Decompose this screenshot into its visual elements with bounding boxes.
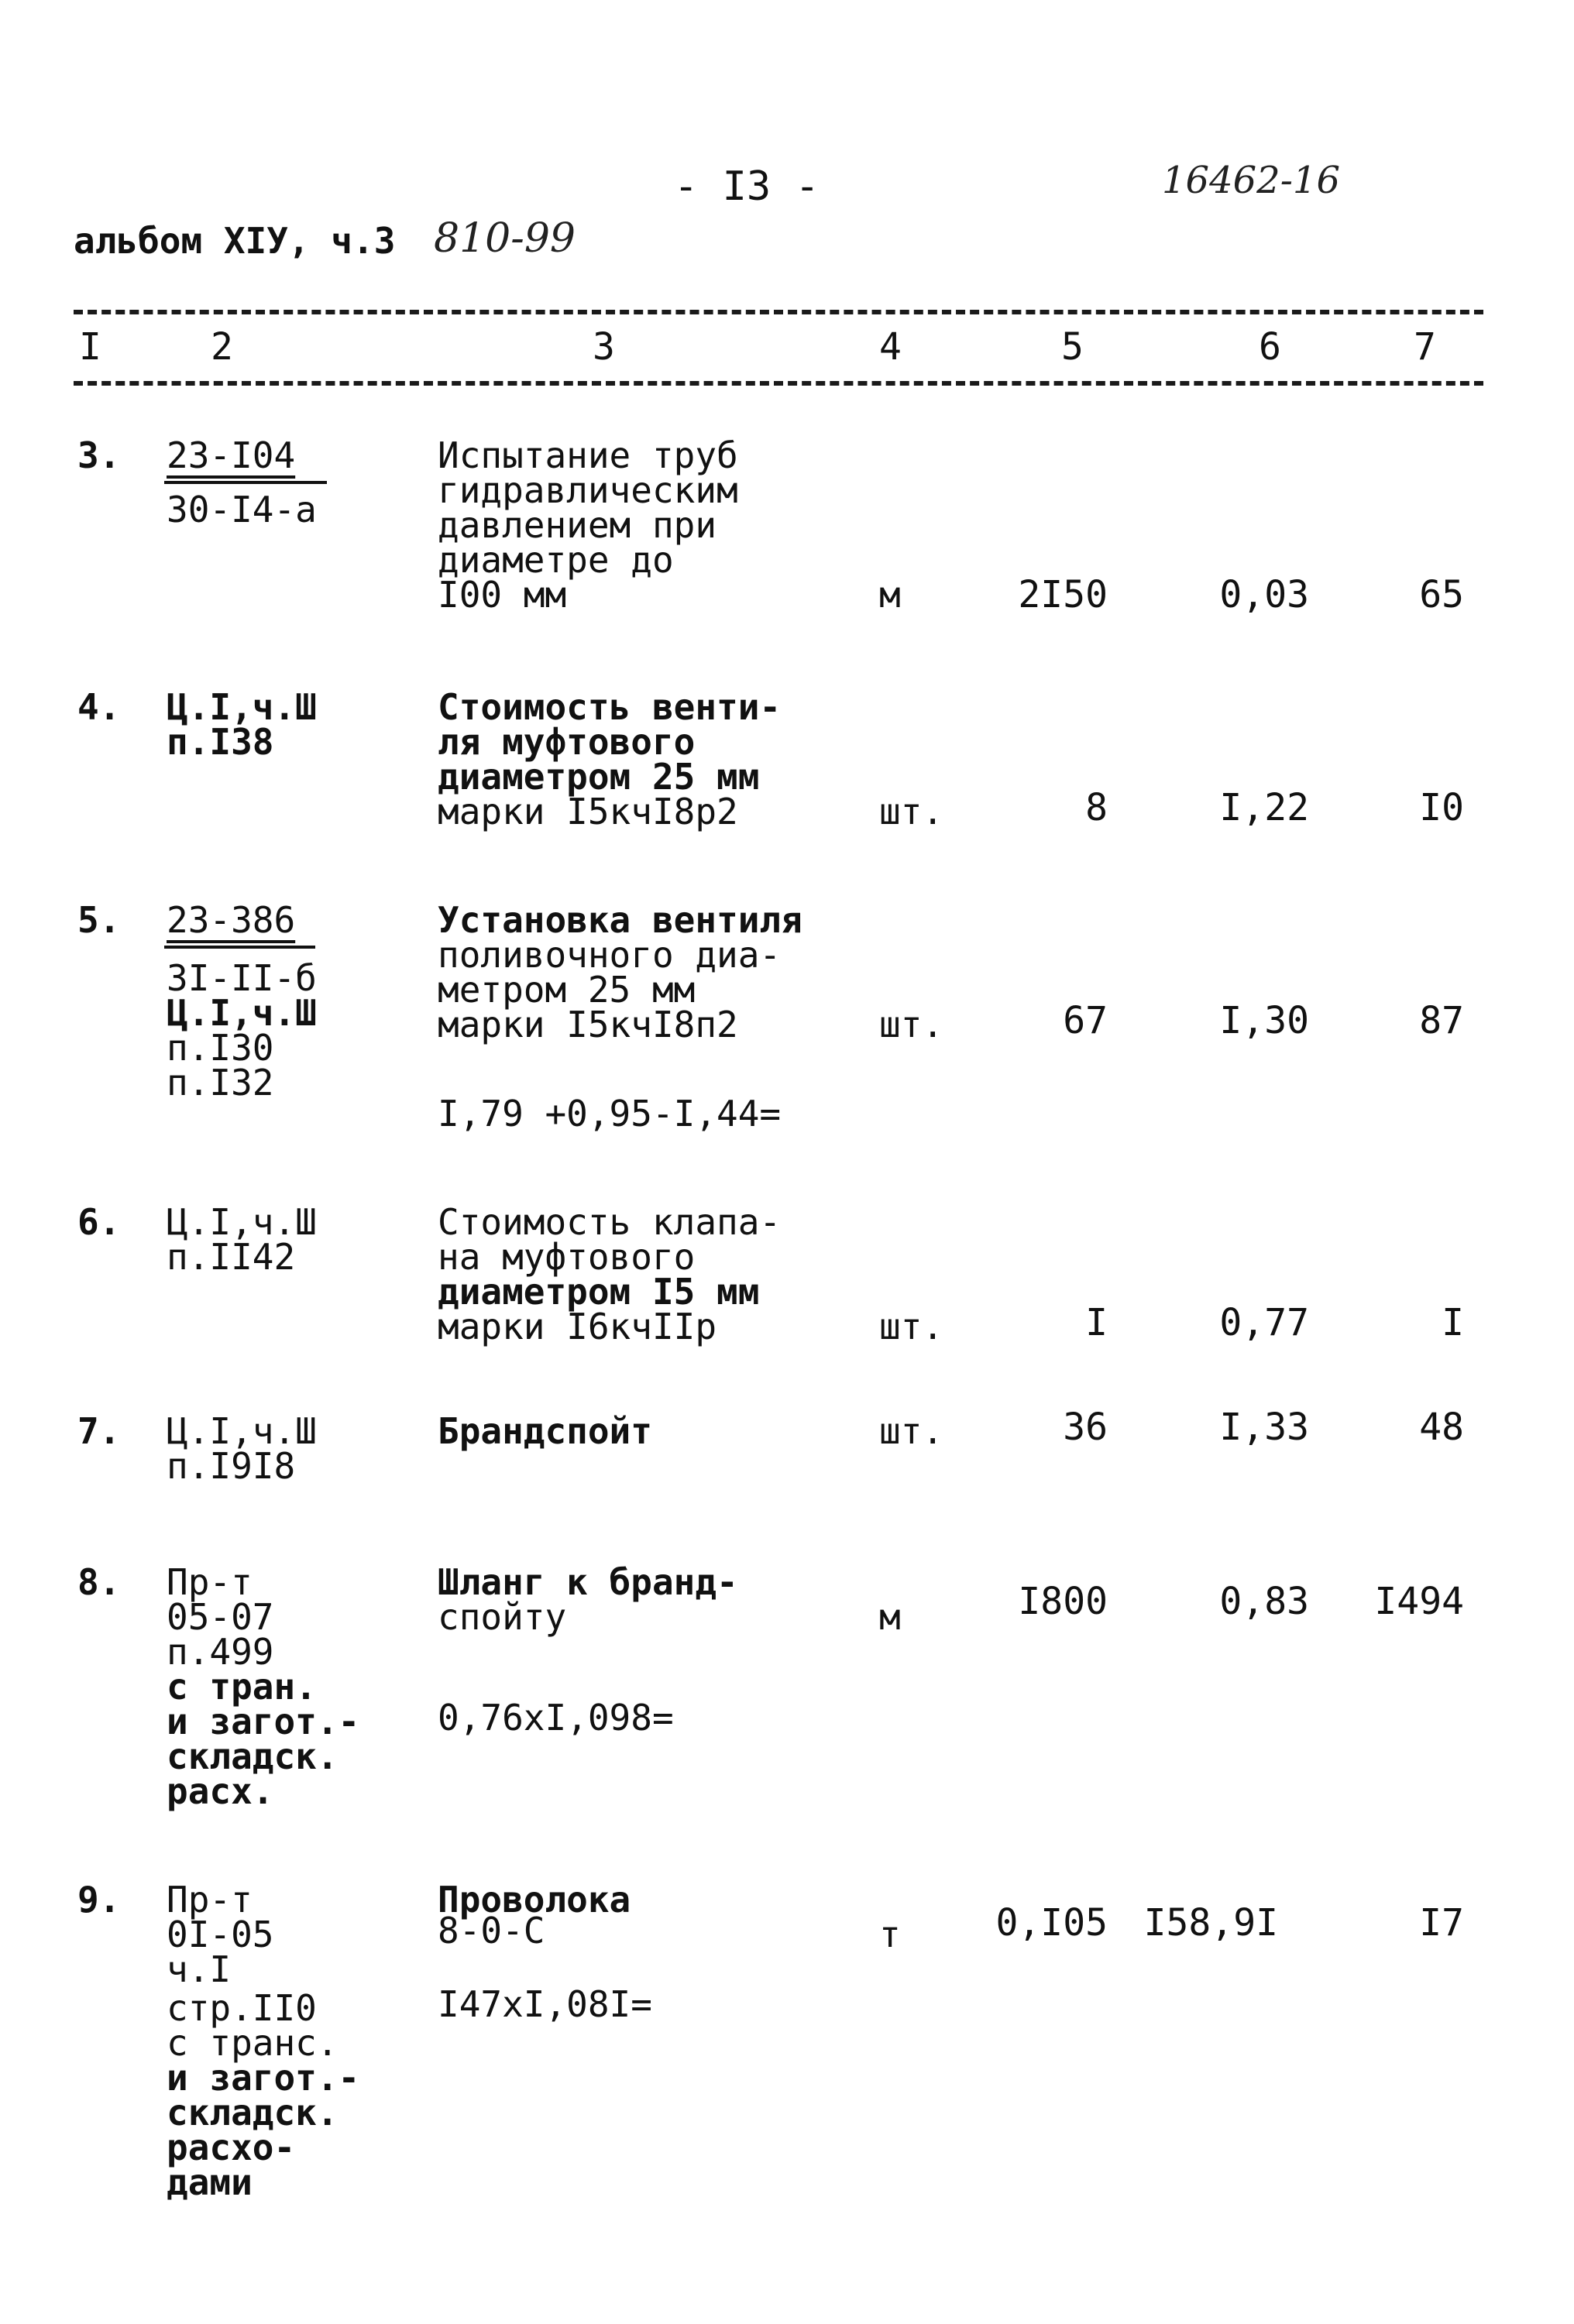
row-description-line: метром 25 мм bbox=[438, 969, 696, 1011]
row-code-line: 23-I04 bbox=[167, 434, 296, 476]
row-quantity: I bbox=[1085, 1301, 1108, 1344]
column-header-3: 3 bbox=[593, 325, 615, 369]
row-code-line: 3I-II-б bbox=[167, 957, 317, 999]
row-code-line: расхо- bbox=[167, 2127, 296, 2168]
row-unit: шт. bbox=[879, 1410, 944, 1452]
row-code-line: и загот.- bbox=[167, 2057, 360, 2099]
row-description-line: диаметром I5 мм bbox=[438, 1271, 760, 1313]
row-quantity: 0,I05 bbox=[995, 1901, 1108, 1945]
row-code-line: Ц.I,ч.Ш bbox=[167, 992, 317, 1034]
row-description-line: Стоимость клапа- bbox=[438, 1201, 782, 1243]
row-number: 3. bbox=[77, 434, 121, 476]
row-description-line: спойту bbox=[438, 1596, 567, 1638]
row-description-line: на муфтового bbox=[438, 1236, 696, 1278]
row-code-line: с транс. bbox=[167, 2022, 339, 2064]
row-formula: I,79 +0,95-I,44= bbox=[438, 1093, 782, 1135]
column-header-6: 6 bbox=[1259, 325, 1281, 369]
row-number: 5. bbox=[77, 899, 121, 941]
row-number: 7. bbox=[77, 1410, 121, 1452]
row-code-line: Пр-т bbox=[167, 1561, 253, 1603]
row-description-line: поливочного диа- bbox=[438, 934, 782, 976]
row-unit: шт. bbox=[879, 791, 944, 832]
row-quantity: 36 bbox=[1063, 1406, 1108, 1449]
row-code-line: 30-I4-а bbox=[167, 489, 317, 530]
row-description-line: Испытание труб bbox=[438, 434, 738, 476]
column-header-7: 7 bbox=[1414, 325, 1436, 369]
row-formula: 0,76хI,098= bbox=[438, 1697, 674, 1739]
row-code-line: расх. bbox=[167, 1770, 274, 1812]
table-header-rule bbox=[74, 381, 1483, 386]
row-unit: м bbox=[879, 1596, 901, 1638]
row-number: 4. bbox=[77, 686, 121, 728]
row-description-line: ля муфтового bbox=[438, 721, 696, 763]
row-quantity: 2I50 bbox=[1018, 573, 1108, 616]
fraction-line bbox=[164, 946, 315, 949]
row-number: 6. bbox=[77, 1201, 121, 1243]
row-code-line: Пр-т bbox=[167, 1879, 253, 1921]
row-price: 0,77 bbox=[1219, 1301, 1309, 1344]
column-header-2: 2 bbox=[211, 325, 233, 369]
column-header-1: I bbox=[79, 325, 101, 369]
row-code-line: 0I-05 bbox=[167, 1914, 274, 1955]
row-description-line: Стоимость венти- bbox=[438, 686, 782, 728]
row-price: 0,03 bbox=[1219, 573, 1309, 616]
row-description-line: Брандспойт bbox=[438, 1410, 652, 1452]
row-total: 48 bbox=[1419, 1406, 1464, 1449]
row-code-line: п.499 bbox=[167, 1631, 274, 1673]
row-total: I7 bbox=[1419, 1901, 1464, 1945]
row-code-line: Ц.I,ч.Ш bbox=[167, 1410, 317, 1452]
row-code-line: дами bbox=[167, 2161, 253, 2203]
album-handwritten-number: 810-99 bbox=[434, 215, 576, 262]
row-total: I bbox=[1442, 1301, 1464, 1344]
row-price: I,22 bbox=[1219, 786, 1309, 829]
row-unit: шт. bbox=[879, 1306, 944, 1347]
table-top-rule bbox=[74, 310, 1483, 314]
row-code-line: Ц.I,ч.Ш bbox=[167, 1201, 317, 1243]
row-description-line: марки I5кчI8р2 bbox=[438, 791, 738, 832]
fraction-line bbox=[164, 481, 327, 484]
row-description-line: давлением при bbox=[438, 504, 717, 546]
row-code-line: п.II42 bbox=[167, 1236, 296, 1278]
row-description-line: Установка вентиля bbox=[438, 899, 802, 941]
row-total: I494 bbox=[1374, 1580, 1464, 1623]
row-price: I,30 bbox=[1219, 999, 1309, 1042]
row-description-line: Проволока bbox=[438, 1879, 631, 1921]
row-description-line: диаметром 25 мм bbox=[438, 756, 760, 798]
row-code-line: складск. bbox=[167, 1735, 339, 1777]
album-label: альбом XIУ, ч.3 bbox=[74, 220, 396, 262]
row-number: 9. bbox=[77, 1879, 121, 1921]
row-price: I58,9I bbox=[1143, 1901, 1278, 1945]
row-description-line: диаметре до bbox=[438, 539, 674, 581]
row-total: 87 bbox=[1419, 999, 1464, 1042]
row-price: 0,83 bbox=[1219, 1580, 1309, 1623]
row-number: 8. bbox=[77, 1561, 121, 1603]
row-description-line: марки I6кчIIр bbox=[438, 1306, 717, 1347]
row-unit: т bbox=[879, 1914, 901, 1955]
column-header-5: 5 bbox=[1061, 325, 1084, 369]
row-quantity: 8 bbox=[1085, 786, 1108, 829]
row-code-line: с тран. bbox=[167, 1666, 317, 1708]
row-description-line: марки I5кчI8п2 bbox=[438, 1004, 738, 1045]
row-code-line: п.I38 bbox=[167, 721, 274, 763]
row-description-line: I00 мм bbox=[438, 574, 567, 616]
row-description-line: 8-0-С bbox=[438, 1910, 545, 1952]
row-formula: I47хI,08I= bbox=[438, 1983, 652, 2025]
document-number: 16462-16 bbox=[1162, 159, 1340, 202]
row-quantity: I800 bbox=[1018, 1580, 1108, 1623]
row-code-line: 05-07 bbox=[167, 1596, 274, 1638]
row-quantity: 67 bbox=[1063, 999, 1108, 1042]
row-code-line: складск. bbox=[167, 2092, 339, 2133]
row-total: 65 bbox=[1419, 573, 1464, 616]
row-total: I0 bbox=[1419, 786, 1464, 829]
row-unit: м bbox=[879, 574, 901, 616]
row-description-line: гидравлическим bbox=[438, 469, 738, 511]
column-header-4: 4 bbox=[879, 325, 902, 369]
row-code-line: и загот.- bbox=[167, 1701, 360, 1742]
row-code-line: ч.I bbox=[167, 1948, 232, 1990]
row-code-line: Ц.I,ч.Ш bbox=[167, 686, 317, 728]
row-unit: шт. bbox=[879, 1004, 944, 1045]
page-number: - I3 - bbox=[674, 163, 820, 210]
row-code-line: п.I9I8 bbox=[167, 1445, 296, 1487]
row-code-line: п.I30 bbox=[167, 1027, 274, 1069]
row-code-line: п.I32 bbox=[167, 1062, 274, 1104]
row-price: I,33 bbox=[1219, 1406, 1309, 1449]
row-code-line: 23-386 bbox=[167, 899, 296, 941]
row-code-line: стр.II0 bbox=[167, 1987, 317, 2029]
row-description-line: Шланг к бранд- bbox=[438, 1561, 738, 1603]
